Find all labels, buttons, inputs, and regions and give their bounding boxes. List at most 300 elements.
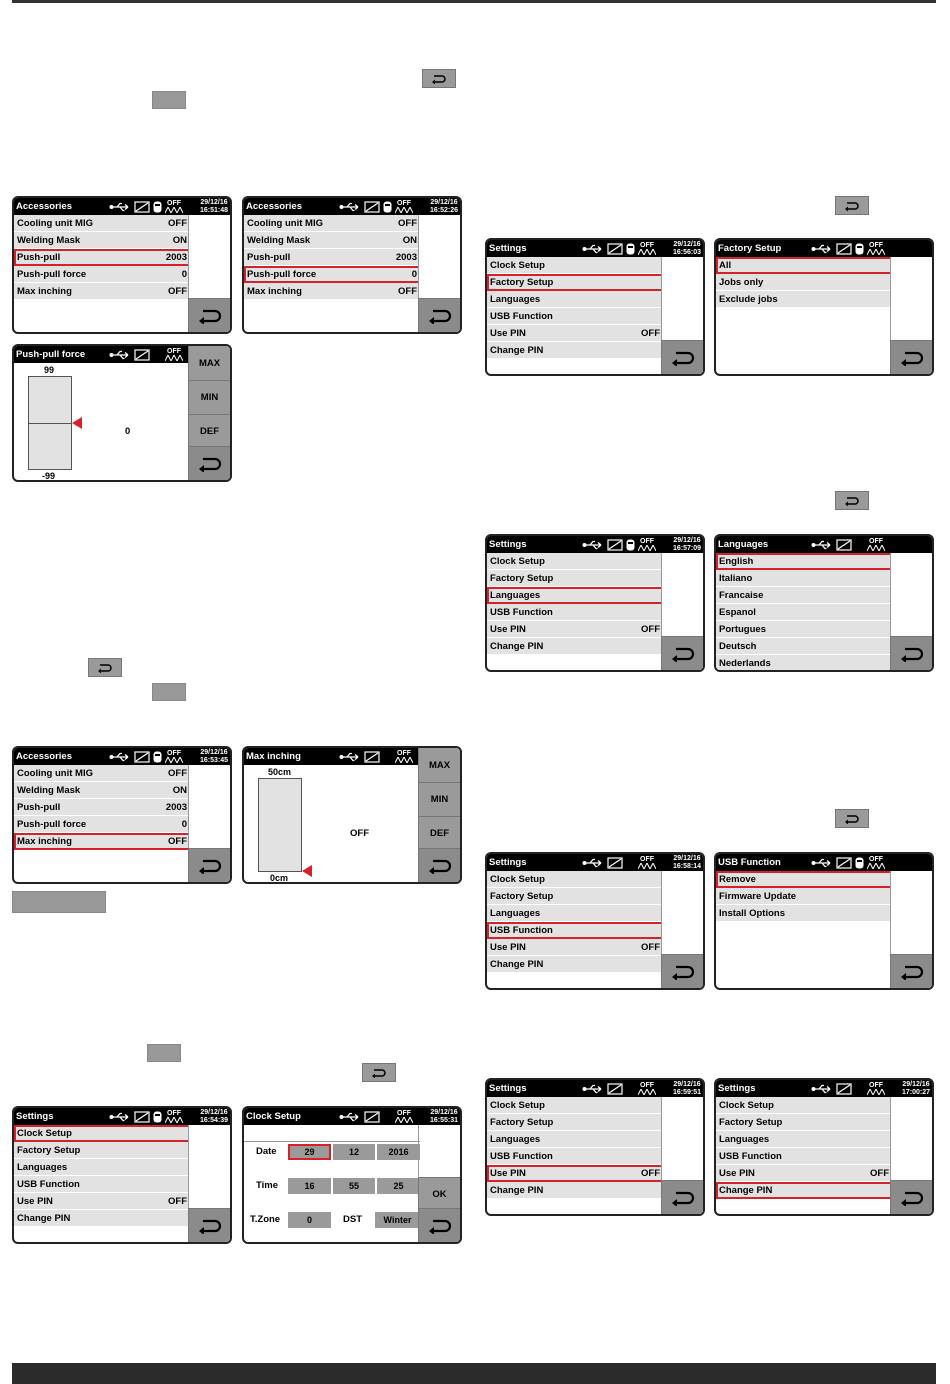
current-value: OFF: [350, 828, 369, 839]
item-value: OFF: [398, 218, 417, 229]
side-panel: [890, 257, 932, 374]
back-button[interactable]: [418, 1208, 460, 1242]
item-label: USB Function: [490, 311, 553, 322]
welding-mask-icon: [153, 751, 162, 763]
item-label: Change PIN: [490, 959, 544, 970]
list-item[interactable]: [14, 1193, 190, 1210]
list-item[interactable]: [487, 257, 663, 274]
off-text: OFF: [869, 1082, 883, 1089]
item-label: Push-pull: [17, 252, 61, 263]
wire-feed-icon: [836, 857, 852, 869]
item-value: 0: [181, 819, 187, 830]
list-item[interactable]: [487, 1097, 663, 1114]
list-item[interactable]: [14, 1210, 190, 1227]
back-button[interactable]: [188, 1208, 230, 1242]
screen-accessories-push-pull: [12, 196, 232, 334]
screen-title: Max inching: [246, 751, 301, 762]
list-item[interactable]: [14, 765, 190, 782]
list-item[interactable]: [14, 283, 190, 300]
item-label: Push-pull force: [17, 819, 87, 830]
back-icon: [671, 350, 695, 366]
welding-mask-icon: [626, 243, 635, 255]
usb-icon: [109, 752, 131, 762]
list-item[interactable]: [487, 888, 663, 905]
off-text: OFF: [640, 242, 654, 249]
usb-icon: [582, 540, 604, 550]
list-item[interactable]: [487, 1182, 663, 1199]
title-bar: [716, 854, 932, 871]
side-panel: [890, 553, 932, 670]
list-item[interactable]: [14, 799, 190, 816]
status-icons: [339, 199, 413, 214]
date: 29/12/16: [673, 855, 701, 862]
screen-title: Factory Setup: [718, 243, 782, 254]
menu-list: [716, 871, 892, 922]
list-item-selected[interactable]: [716, 257, 892, 274]
item-label: All: [719, 260, 732, 271]
off-text: OFF: [397, 750, 411, 757]
list-item[interactable]: [716, 655, 892, 672]
list-item-selected[interactable]: [14, 1125, 190, 1142]
list-item[interactable]: [716, 621, 892, 638]
list-item[interactable]: [487, 638, 663, 655]
item-label: Welding Mask: [17, 785, 81, 796]
minute-field[interactable]: 55: [333, 1178, 375, 1194]
item-label: USB Function: [490, 1151, 553, 1162]
item-label: Languages: [719, 1134, 770, 1145]
off-indicator: [165, 750, 183, 763]
off-indicator: [867, 856, 885, 869]
list-item[interactable]: [244, 232, 420, 249]
back-button[interactable]: [661, 1180, 703, 1214]
second-field[interactable]: 25: [377, 1178, 420, 1194]
list-item-selected[interactable]: [14, 833, 190, 850]
list-item[interactable]: [14, 1142, 190, 1159]
wave-icon: [165, 1117, 183, 1123]
screen-max-inching: [242, 746, 462, 884]
list-item[interactable]: [14, 266, 190, 283]
current-value: 0: [125, 426, 131, 437]
title-bar: [487, 854, 703, 871]
min-button[interactable]: MIN: [188, 381, 230, 415]
item-label: Push-pull: [17, 802, 61, 813]
year-field[interactable]: 2016: [377, 1144, 420, 1160]
list-item[interactable]: [244, 249, 420, 266]
list-item[interactable]: [487, 291, 663, 308]
back-button[interactable]: [661, 954, 703, 988]
wire-feed-icon: [134, 349, 150, 361]
menu-list: [14, 215, 190, 300]
list-item[interactable]: [487, 1131, 663, 1148]
item-value: OFF: [168, 768, 187, 779]
gauge-max-label: 50cm: [268, 767, 292, 777]
list-item[interactable]: [14, 232, 190, 249]
side-panel: [661, 257, 703, 374]
list-item[interactable]: [487, 604, 663, 621]
screen-title: Clock Setup: [246, 1111, 301, 1122]
side-panel: [661, 871, 703, 988]
screen-accessories-push-pull-force: [242, 196, 462, 334]
item-label: Exclude jobs: [719, 294, 778, 305]
wire-feed-icon: [836, 243, 852, 255]
list-item[interactable]: [716, 1165, 892, 1182]
date: 29/12/16: [200, 199, 228, 206]
back-icon: [900, 350, 924, 366]
usb-icon: [339, 1112, 361, 1122]
screen-title: Push-pull force: [16, 349, 86, 360]
grey-key: [147, 1044, 181, 1062]
title-bar: [244, 1108, 460, 1125]
menu-list: [14, 1125, 190, 1227]
item-label: Use PIN: [490, 624, 526, 635]
back-icon: [198, 456, 222, 472]
time-label: Time: [256, 1180, 279, 1191]
hour-field[interactable]: 16: [288, 1178, 331, 1194]
list-item[interactable]: [487, 1148, 663, 1165]
menu-list: [716, 553, 892, 672]
title-bar: [716, 240, 932, 257]
item-value: OFF: [641, 1168, 660, 1179]
list-item[interactable]: [487, 939, 663, 956]
dst-field[interactable]: Winter: [375, 1212, 420, 1228]
status-icons: [582, 241, 656, 256]
item-label: Change PIN: [490, 641, 544, 652]
list-item[interactable]: [716, 291, 892, 308]
back-button[interactable]: [661, 340, 703, 374]
max-button[interactable]: MAX: [188, 346, 230, 381]
back-button[interactable]: [188, 298, 230, 332]
list-item[interactable]: [716, 638, 892, 655]
item-label: Factory Setup: [490, 1117, 554, 1128]
title-bar: [487, 240, 703, 257]
menu-list: [716, 1097, 892, 1199]
back-icon: [428, 308, 452, 324]
item-label: Espanol: [719, 607, 756, 618]
wave-icon: [867, 249, 885, 255]
screen-title: Settings: [489, 539, 527, 550]
list-item[interactable]: [716, 1097, 892, 1114]
status-icons: [109, 347, 183, 362]
list-item[interactable]: [14, 782, 190, 799]
wire-feed-icon: [134, 201, 150, 213]
tzone-field[interactable]: 0: [288, 1212, 331, 1228]
status-icons: [811, 537, 885, 552]
menu-list: [14, 765, 190, 850]
list-item[interactable]: [716, 905, 892, 922]
back-button[interactable]: [418, 298, 460, 332]
time: 16:57:09: [672, 544, 701, 552]
item-label: Languages: [490, 1134, 541, 1145]
title-bar: [716, 1080, 932, 1097]
item-label: Use PIN: [490, 942, 526, 953]
list-item[interactable]: [716, 570, 892, 587]
list-item[interactable]: [716, 587, 892, 604]
list-item[interactable]: [487, 342, 663, 359]
item-value: OFF: [168, 218, 187, 229]
back-icon: [900, 1190, 924, 1206]
list-item[interactable]: [487, 621, 663, 638]
list-item[interactable]: [14, 215, 190, 232]
list-item[interactable]: [487, 871, 663, 888]
tzone-label: T.Zone: [250, 1214, 281, 1225]
side-panel: [188, 1125, 230, 1242]
screen-clock-setup: [242, 1106, 462, 1244]
item-label: Remove: [719, 874, 756, 885]
back-button[interactable]: [890, 954, 932, 988]
off-text: OFF: [167, 200, 181, 207]
item-value: OFF: [168, 836, 187, 847]
back-key-icon: [88, 658, 122, 677]
item-label: English: [719, 556, 754, 567]
back-icon: [428, 1218, 452, 1234]
back-button[interactable]: [890, 1180, 932, 1214]
usb-icon: [582, 244, 604, 254]
off-text: OFF: [167, 1110, 181, 1117]
item-label: USB Function: [490, 925, 553, 936]
title-bar: [487, 536, 703, 553]
side-panel: [661, 1097, 703, 1214]
date: 29/12/16: [200, 1109, 228, 1116]
back-button[interactable]: [418, 848, 460, 882]
screen-push-pull-force: [12, 344, 232, 482]
month-field[interactable]: 12: [333, 1144, 375, 1160]
min-button[interactable]: MIN: [418, 783, 460, 817]
title-bar: [716, 536, 932, 553]
list-item[interactable]: [716, 274, 892, 291]
date-time: [200, 199, 228, 214]
item-label: USB Function: [490, 607, 553, 618]
date: 29/12/16: [673, 537, 701, 544]
item-label: Italiano: [719, 573, 753, 584]
side-panel: [418, 215, 460, 332]
item-label: Firmware Update: [719, 891, 797, 902]
day-field[interactable]: 29: [288, 1144, 331, 1160]
wave-icon: [165, 355, 183, 361]
welding-mask-icon: [626, 539, 635, 551]
item-value: 0: [181, 269, 187, 280]
back-button[interactable]: [890, 636, 932, 670]
date-time: [673, 855, 701, 870]
list-item[interactable]: [14, 816, 190, 833]
list-item[interactable]: [716, 1131, 892, 1148]
item-label: Max inching: [17, 836, 72, 847]
screen-title: Settings: [16, 1111, 54, 1122]
max-button[interactable]: MAX: [418, 748, 460, 783]
item-value: OFF: [168, 1196, 187, 1207]
def-button[interactable]: DEF: [418, 817, 460, 851]
wire-feed-icon: [364, 201, 380, 213]
item-label: Portugues: [719, 624, 766, 635]
inching-gauge[interactable]: [258, 778, 302, 872]
item-label: Use PIN: [490, 328, 526, 339]
welding-mask-icon: [855, 857, 864, 869]
wave-icon: [638, 1089, 656, 1095]
grey-key: [152, 91, 186, 109]
date-time: [200, 1109, 228, 1124]
wire-feed-icon: [607, 857, 623, 869]
off-text: OFF: [640, 1082, 654, 1089]
list-item[interactable]: [487, 570, 663, 587]
wave-icon: [395, 1117, 413, 1123]
item-value: OFF: [168, 286, 187, 297]
time: 16:55:31: [429, 1116, 458, 1124]
time: 16:51:48: [199, 206, 228, 214]
back-key-icon: [835, 196, 869, 215]
list-item-selected[interactable]: [716, 871, 892, 888]
item-label: Use PIN: [719, 1168, 755, 1179]
wave-icon: [165, 207, 183, 213]
list-item-selected[interactable]: [244, 266, 420, 283]
off-text: OFF: [397, 200, 411, 207]
gauge-max-label: 99: [44, 365, 55, 375]
list-item[interactable]: [487, 905, 663, 922]
item-label: Factory Setup: [490, 573, 554, 584]
item-label: Clock Setup: [490, 1100, 545, 1111]
item-label: Max inching: [247, 286, 302, 297]
list-item-selected[interactable]: [487, 274, 663, 291]
welding-mask-icon: [855, 243, 864, 255]
def-button[interactable]: DEF: [188, 415, 230, 449]
item-label: Cooling unit MIG: [17, 218, 93, 229]
item-label: Change PIN: [17, 1213, 71, 1224]
date-time: [673, 1081, 701, 1096]
back-button[interactable]: [890, 340, 932, 374]
list-item[interactable]: [14, 1176, 190, 1193]
back-icon: [671, 1190, 695, 1206]
force-gauge[interactable]: [28, 376, 72, 470]
screen-settings-usb: [485, 852, 705, 990]
item-label: Cooling unit MIG: [17, 768, 93, 779]
wave-icon: [165, 757, 183, 763]
item-label: Languages: [490, 294, 541, 305]
top-rule: [12, 0, 936, 3]
status-icons: [339, 749, 413, 764]
item-label: Max inching: [17, 286, 72, 297]
item-label: Clock Setup: [490, 874, 545, 885]
usb-icon: [811, 1084, 833, 1094]
list-item-selected[interactable]: [487, 587, 663, 604]
item-label: Languages: [490, 590, 541, 601]
ok-button[interactable]: OK: [418, 1177, 460, 1211]
list-item-selected[interactable]: [716, 553, 892, 570]
back-icon: [900, 964, 924, 980]
list-item[interactable]: [716, 604, 892, 621]
date: 29/12/16: [902, 1081, 930, 1088]
list-item-selected[interactable]: [716, 1182, 892, 1199]
title-bar: [14, 1108, 230, 1125]
list-item-selected[interactable]: [487, 922, 663, 939]
gauge-pointer-icon: [302, 865, 312, 877]
status-icons: [811, 241, 885, 256]
item-label: Factory Setup: [17, 1145, 81, 1156]
wire-feed-icon: [364, 751, 380, 763]
list-item-selected[interactable]: [14, 249, 190, 266]
list-item-selected[interactable]: [487, 1165, 663, 1182]
wave-icon: [638, 545, 656, 551]
date-time: [673, 241, 701, 256]
back-button[interactable]: [188, 848, 230, 882]
wave-icon: [638, 249, 656, 255]
item-label: Use PIN: [490, 1168, 526, 1179]
item-label: Clock Setup: [17, 1128, 72, 1139]
item-value: OFF: [641, 942, 660, 953]
date: 29/12/16: [673, 241, 701, 248]
screen-title: Accessories: [16, 751, 72, 762]
screen-settings-factory: [485, 238, 705, 376]
screen-title: Accessories: [246, 201, 302, 212]
off-text: OFF: [869, 242, 883, 249]
status-icons: [109, 749, 183, 764]
screen-settings-change-pin: [714, 1078, 934, 1216]
back-button[interactable]: [661, 636, 703, 670]
wave-icon: [395, 757, 413, 763]
off-indicator: [395, 750, 413, 763]
time: 16:54:39: [199, 1116, 228, 1124]
list-item[interactable]: [487, 325, 663, 342]
item-label: Clock Setup: [490, 260, 545, 271]
wave-icon: [867, 863, 885, 869]
item-label: Welding Mask: [17, 235, 81, 246]
back-key-icon: [422, 69, 456, 88]
time: 16:56:03: [672, 248, 701, 256]
list-item[interactable]: [244, 283, 420, 300]
list-item[interactable]: [716, 1114, 892, 1131]
menu-list: [487, 257, 663, 359]
date-label: Date: [256, 1146, 277, 1157]
screen-accessories-max-inching: [12, 746, 232, 884]
list-item[interactable]: [716, 888, 892, 905]
item-label: Factory Setup: [719, 1117, 783, 1128]
footer-bar: [12, 1363, 936, 1384]
back-button[interactable]: [188, 446, 230, 480]
title-bar: [487, 1080, 703, 1097]
off-text: OFF: [640, 856, 654, 863]
item-label: Factory Setup: [490, 891, 554, 902]
list-item[interactable]: [244, 215, 420, 232]
list-item[interactable]: [487, 956, 663, 973]
screen-title: Accessories: [16, 201, 72, 212]
status-icons: [582, 537, 656, 552]
off-indicator: [165, 1110, 183, 1123]
off-indicator: [395, 200, 413, 213]
side-panel: [188, 215, 230, 332]
list-item[interactable]: [487, 308, 663, 325]
usb-icon: [811, 858, 833, 868]
clock-header-gap: [244, 1125, 420, 1142]
item-value: 0: [411, 269, 417, 280]
status-icons: [109, 1109, 183, 1124]
item-label: Languages: [17, 1162, 68, 1173]
screen-title: Languages: [718, 539, 769, 550]
wire-feed-icon: [607, 1083, 623, 1095]
list-item[interactable]: [487, 1114, 663, 1131]
list-item[interactable]: [14, 1159, 190, 1176]
off-text: OFF: [397, 1110, 411, 1117]
item-label: Francaise: [719, 590, 764, 601]
item-value: 2003: [165, 802, 187, 813]
item-label: Welding Mask: [247, 235, 311, 246]
welding-mask-icon: [153, 201, 162, 213]
item-label: Factory Setup: [490, 277, 554, 288]
date-time: [902, 1081, 930, 1096]
item-value: ON: [172, 785, 187, 796]
list-item[interactable]: [716, 1148, 892, 1165]
status-icons: [582, 855, 656, 870]
date-time: [673, 537, 701, 552]
list-item[interactable]: [487, 553, 663, 570]
off-text: OFF: [167, 750, 181, 757]
title-bar: [14, 346, 190, 363]
